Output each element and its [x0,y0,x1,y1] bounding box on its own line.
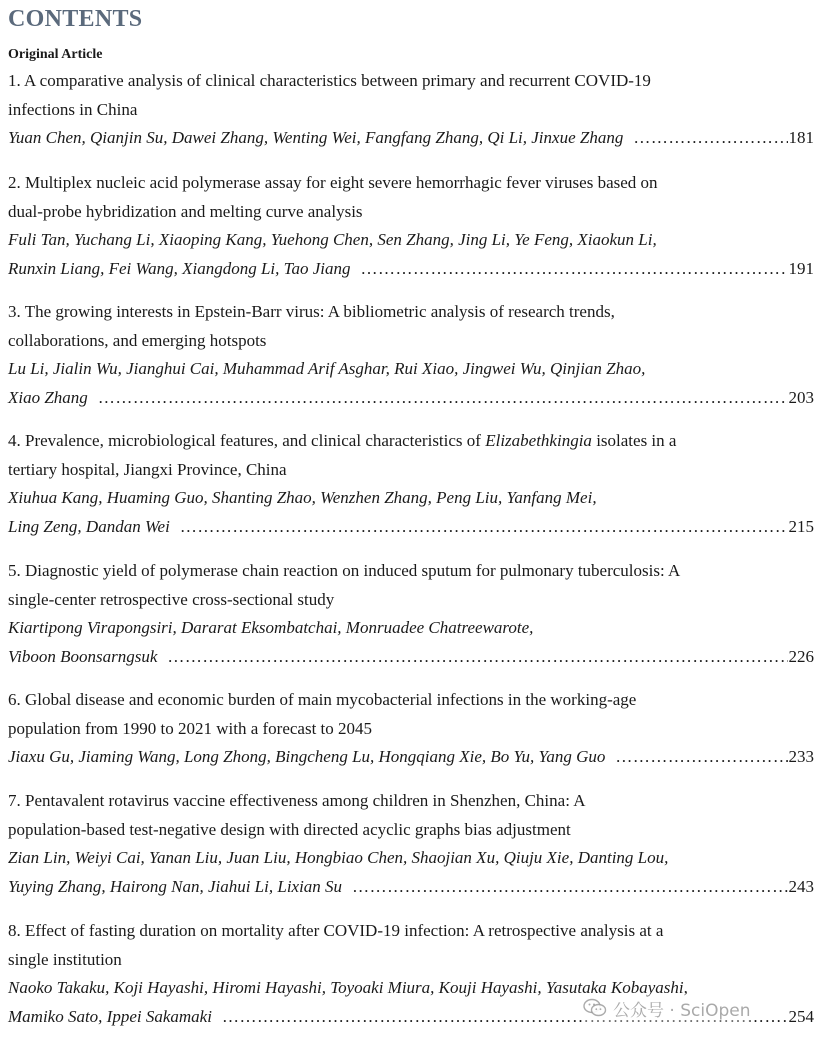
entry-authors: Mamiko Sato, Ippei Sakamaki [8,1006,212,1026]
entry-authors: Zian Lin, Weiyi Cai, Yanan Liu, Juan Liu, Hongbiao Chen, Shaojian Xu, Qiuju Xie, Danting Lou, [8,848,669,867]
toc-entry[interactable] [8,169,814,283]
watermark [583,994,750,1022]
toc-entry[interactable] [8,686,814,772]
entry-author-line [8,614,814,643]
entry-author-line [8,124,814,153]
entry-title-line: population-based test-negative design with directed acyclic graphs bias adjustment [8,819,571,839]
entry-author-line [8,643,814,672]
entry-page-number[interactable]: 215 [788,516,814,536]
entry-author-line [8,513,814,542]
entry-title-line: tertiary hospital, Jiangxi Province, China [8,459,287,479]
entry-title-line: single institution [8,949,122,969]
entry-title-line: population from 1990 to 2021 with a forecast to 2045 [8,718,373,738]
entry-authors: Kiartipong Virapongsiri, Dararat Eksombatchai, Monruadee Chatreewarote, [8,618,534,637]
entry-title-line: 8. Effect of fasting duration on mortality after COVID-19 infection: A retrospective analysis at a [8,921,664,940]
toc-entry[interactable] [8,557,814,671]
leader-dots [352,873,787,902]
entry-author-line [8,384,814,413]
entry-authors: Yuan Chen, Qianjin Su, Dawei Zhang, Wenting Wei, Fangfang Zhang, Qi Li, Jinxue Zhang [8,128,624,147]
leader-dots [615,743,787,772]
entry-title-line: infections in China [8,99,138,119]
entry-author-line [8,226,814,255]
toc-entry[interactable] [8,67,814,153]
entry-authors: Fuli Tan, Yuchang Li, Xiaoping Kang, Yuehong Chen, Sen Zhang, Jing Li, Ye Feng, Xiaokun Li, [8,230,657,249]
page-title: CONTENTS [8,6,143,32]
watermark-text: 公众号 · SciOpen [613,1000,751,1021]
entry-title-line: 1. A comparative analysis of clinical characteristics between primary and recurrent COVID-19 [8,71,651,90]
entry-authors: Viboon Boonsarngsuk [8,646,158,666]
entry-authors: Naoko Takaku, Koji Hayashi, Hiromi Hayashi, Toyoaki Miura, Kouji Hayashi, Yasutaka Kobayashi, [8,978,688,997]
entry-authors: Ling Zeng, Dandan Wei [8,516,170,536]
entry-page-number[interactable]: 233 [788,747,814,766]
entry-author-line [8,484,814,513]
entry-author-line [8,743,814,772]
leader-dots [180,513,788,542]
entry-title-line: 7. Pentavalent rotavirus vaccine effectiveness among children in Shenzhen, China: A [8,791,586,810]
leader-dots [98,384,788,413]
entry-author-line [8,355,814,384]
entry-title-line: 5. Diagnostic yield of polymerase chain reaction on induced sputum for pulmonary tuberculosis: A [8,561,681,580]
entry-page-number[interactable]: 203 [788,387,814,407]
toc-entry[interactable] [8,298,814,412]
leader-dots [167,643,787,672]
leader-dots [633,124,787,153]
entry-page-number[interactable]: 191 [788,258,814,278]
entry-author-line [8,873,814,902]
section-label: Original Article [8,47,103,62]
entry-authors: Runxin Liang, Fei Wang, Xiangdong Li, Tao Jiang [8,258,351,278]
entry-authors: Xiao Zhang [8,387,88,407]
entry-authors: Lu Li, Jialin Wu, Jianghui Cai, Muhammad Arif Asghar, Rui Xiao, Jingwei Wu, Qinjian Zhao, [8,359,646,378]
entry-title-line: 3. The growing interests in Epstein-Barr virus: A bibliometric analysis of research trends, [8,302,615,321]
entry-authors: Yuying Zhang, Hairong Nan, Jiahui Li, Lixian Su [8,876,343,896]
entry-title-line: single-center retrospective cross-sectional study [8,589,335,609]
entry-title-line: collaborations, and emerging hotspots [8,330,267,350]
leader-dots [361,255,788,284]
entry-author-line [8,844,814,873]
entry-authors: Xiuhua Kang, Huaming Guo, Shanting Zhao, Wenzhen Zhang, Peng Liu, Yanfang Mei, [8,488,597,507]
genus-name: Elizabethkingia [485,431,592,450]
toc-entry[interactable] [8,787,814,901]
toc-entry[interactable] [8,427,814,541]
entry-title-line: 6. Global disease and economic burden of main mycobacterial infections in the working-age [8,690,637,709]
entry-page-number[interactable]: 254 [788,1006,814,1026]
entry-page-number[interactable]: 226 [788,646,814,666]
entry-page-number[interactable]: 181 [788,128,814,147]
wechat-icon [583,998,607,1018]
entry-authors: Jiaxu Gu, Jiaming Wang, Long Zhong, Bingcheng Lu, Hongqiang Xie, Bo Yu, Yang Guo [8,747,606,766]
entry-title-line: 4. Prevalence, microbiological features, and clinical characteristics of Elizabethkingia isolates in a [8,431,677,450]
entry-page-number[interactable]: 243 [788,876,814,896]
entry-author-line [8,255,814,284]
entry-title-line: dual-probe hybridization and melting curve analysis [8,201,363,221]
entry-title-line: 2. Multiplex nucleic acid polymerase assay for eight severe hemorrhagic fever viruses based on [8,173,658,192]
